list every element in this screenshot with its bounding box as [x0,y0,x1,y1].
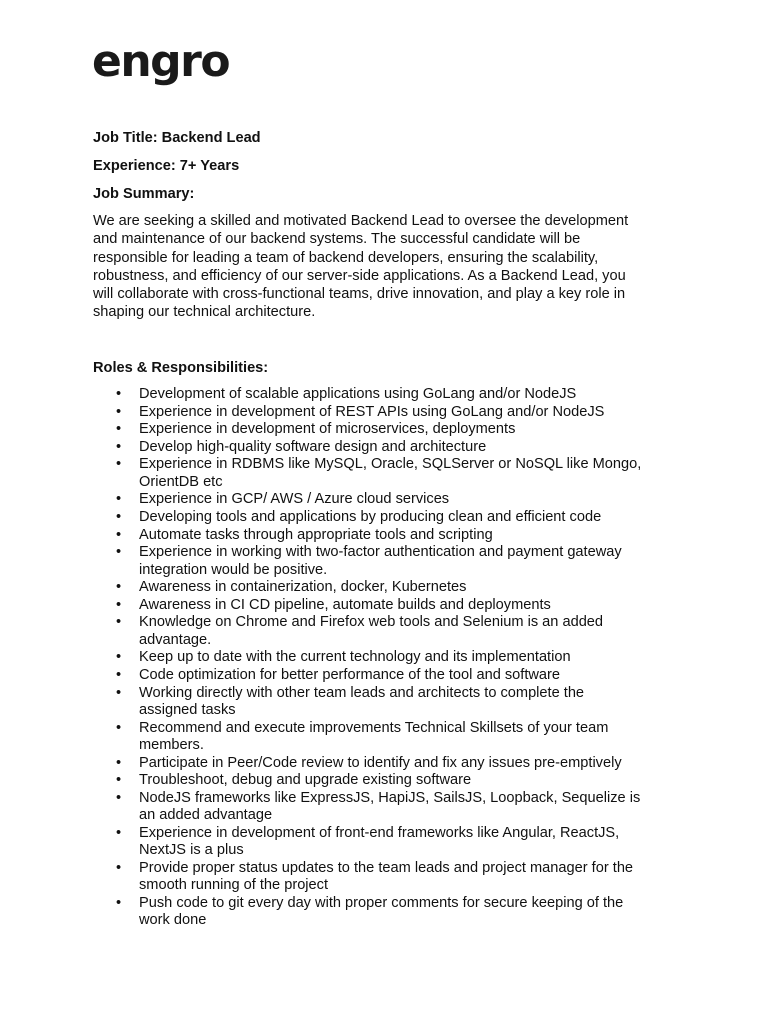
list-item-line: Troubleshoot, debug and upgrade existing software [139,772,472,789]
list-item-line: assigned tasks [139,701,236,718]
summary-line: will collaborate with cross-functional teams, drive innovation, and play a key role in [93,286,626,303]
list-item-text [139,404,693,421]
list-item [93,667,693,684]
list-item [93,597,693,614]
bullet-icon: • [116,894,122,911]
list-item-line: Experience in development of REST APIs using GoLang and/or NodeJS [139,403,605,420]
list-item-text [139,667,693,684]
list-item-text [139,685,693,720]
experience-line: Experience: 7+ Years [93,158,240,174]
list-item-line: Provide proper status updates to the team leads and project manager for the [139,859,634,876]
list-item-text [139,825,693,860]
bullet-icon: • [116,614,122,631]
list-item-text [139,755,693,772]
bullet-icon: • [116,526,122,543]
list-item-text [139,895,693,930]
list-item-line: Knowledge on Chrome and Firefox web tools and Selenium is an added [139,614,604,631]
list-item [93,509,693,526]
bullet-icon: • [116,596,122,613]
list-item [93,456,693,491]
list-item [93,491,693,508]
list-item-line: OrientDB etc [139,473,223,490]
list-item-line: Push code to git every day with proper comments for secure keeping of the [139,894,624,911]
summary-line: and maintenance of our backend systems. The successful candidate will be [93,231,581,248]
bullet-icon: • [116,684,122,701]
summary-heading: Job Summary: [93,186,195,202]
list-item [93,755,693,772]
list-item [93,790,693,825]
list-item-line: Code optimization for better performance of the tool and software [139,666,561,683]
list-item-text [139,421,693,438]
bullet-icon: • [116,666,122,683]
list-item-text [139,544,693,579]
list-item-text [139,527,693,544]
roles-heading: Roles & Responsibilities: [93,360,269,376]
list-item-line: NextJS is a plus [139,842,244,859]
list-item-text [139,649,693,666]
bullet-icon: • [116,403,122,420]
list-item-line: Experience in GCP/ AWS / Azure cloud services [139,491,450,508]
list-item-line: Development of scalable applications using GoLang and/or NodeJS [139,386,577,402]
bullet-icon: • [116,438,122,455]
list-item-line: smooth running of the project [139,877,329,894]
job-summary-paragraph [93,212,693,322]
summary-line: robustness, and efficiency of our server-side applications. As a Backend Lead, you [93,267,626,284]
list-item [93,772,693,789]
list-item-line: Experience in RDBMS like MySQL, Oracle, SQLServer or NoSQL like Mongo, [139,456,642,473]
list-item-line: Experience in development of microservices, deployments [139,421,516,438]
summary-line: responsible for leading a team of backend developers, ensuring the scalability, [93,249,599,266]
list-item-line: Participate in Peer/Code review to identify and fix any issues pre-emptively [139,754,622,771]
list-item [93,614,693,649]
bullet-icon: • [116,421,122,438]
list-item [93,579,693,596]
bullet-icon: • [116,491,122,508]
job-title: Job Title: Backend Lead [93,130,261,146]
responsibilities-list [93,386,693,930]
list-item [93,649,693,666]
list-item-text [139,491,693,508]
list-item-line: Developing tools and applications by producing clean and efficient code [139,508,602,525]
engro-logo-mark [92,38,252,90]
list-item-text [139,579,693,596]
list-item [93,860,693,895]
list-item-line: integration would be positive. [139,561,328,578]
list-item-line: Awareness in containerization, docker, Kubernetes [139,579,467,596]
summary-line: We are seeking a skilled and motivated Backend Lead to oversee the development [93,213,629,229]
summary-line: shaping our technical architecture. [93,304,316,321]
list-item-line: Develop high-quality software design and architecture [139,438,487,455]
list-item [93,720,693,755]
list-item [93,386,693,403]
logo-leaf-icon [233,58,238,68]
bullet-icon: • [116,824,122,841]
list-item [93,685,693,720]
engro-logo [92,38,252,90]
list-item-line: advantage. [139,631,212,648]
list-item-text [139,456,693,491]
list-item-text [139,860,693,895]
list-item-line: members. [139,736,204,753]
list-item [93,544,693,579]
bullet-icon: • [116,719,122,736]
list-item [93,421,693,438]
bullet-icon: • [116,456,122,473]
list-item-line: an added advantage [139,807,273,824]
list-item-line: Recommend and execute improvements Technical Skillsets of your team [139,719,609,736]
bullet-icon: • [116,859,122,876]
bullet-icon: • [116,789,122,806]
list-item-line: NodeJS frameworks like ExpressJS, HapiJS, SailsJS, Loopback, Sequelize is [139,789,641,806]
list-item [93,527,693,544]
list-item-text [139,597,693,614]
logo-wordmark: engro [92,38,230,87]
bullet-icon: • [116,508,122,525]
list-item-text [139,614,693,649]
list-item-line: Automate tasks through appropriate tools and scripting [139,526,493,543]
list-item-line: Keep up to date with the current technology and its implementation [139,649,571,666]
list-item-line: Experience in development of front-end frameworks like Angular, ReactJS, [139,824,620,841]
list-item-text [139,772,693,789]
list-item [93,825,693,860]
list-item-text [139,790,693,825]
list-item-line: Working directly with other team leads and architects to complete the [139,684,585,701]
list-item-text [139,439,693,456]
bullet-icon: • [116,579,122,596]
bullet-icon: • [116,544,122,561]
bullet-icon: • [116,649,122,666]
bullet-icon: • [116,772,122,789]
bullet-icon: • [116,386,122,402]
list-item-text [139,720,693,755]
list-item-text [139,386,693,403]
list-item [93,439,693,456]
list-item-line: Awareness in CI CD pipeline, automate builds and deployments [139,596,551,613]
bullet-icon: • [116,754,122,771]
list-item [93,895,693,930]
list-item-line: Experience in working with two-factor authentication and payment gateway [139,544,622,561]
list-item-line: work done [139,912,207,929]
list-item [93,404,693,421]
list-item-text [139,509,693,526]
